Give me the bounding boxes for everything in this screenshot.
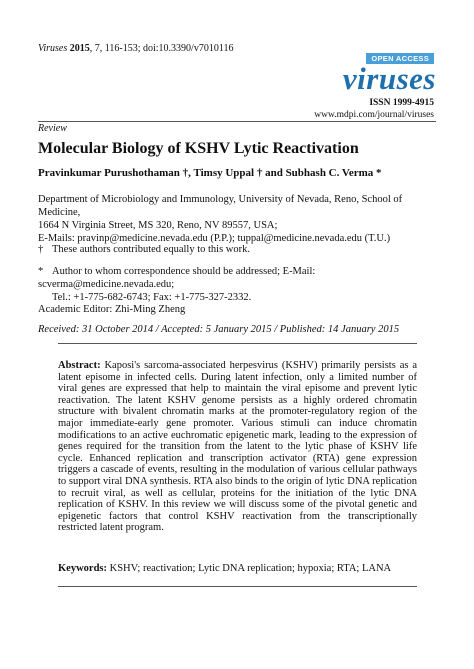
- footnote-mark: †: [38, 244, 44, 255]
- citation-year: 2015: [69, 43, 90, 54]
- abstract-text: Kaposi's sarcoma-associated herpesvirus (KSHV) primarily persists as a latent episome in infected cells. During latent infection, only a limited number of viral genes are expressed that help to maintain the viral episome and prevent lytic reactivation. The latent KSHV genome persists as a highly ordered chromatin structure with bivalent chromatin marks at the promoter-regulatory region of the major immediate-early gene promoter. Various stimuli can induce chromatin modifications to an active euchromatic epigenetic mark, leading to the expression of genes required for the transition from the latent to the lytic phase of KSHV life cycle. Enhanced replication and transcription activator (RTA) gene expression triggers a cascade of events, resulting in the modulation of various cellular pathways to support viral DNA synthesis. RTA also binds to the origin of lytic DNA replication to recruit viral, as well as cellular, proteins for the initiation of the lytic DNA replication of KSHV. In this review we will discuss some of the pivotal genetic and epigenetic factors that control KSHV reactivation from the transcriptionally restricted latent program.: [58, 360, 417, 534]
- author-list: Pravinkumar Purushothaman †, Timsy Uppal † and Subhash C. Verma *: [38, 167, 382, 179]
- article-type: Review: [38, 123, 67, 134]
- affiliation-line: Department of Microbiology and Immunology, University of Nevada, Reno, School of Medicine,: [38, 194, 403, 218]
- citation-details: , 7, 116-153; doi:10.3390/v7010116: [89, 43, 234, 54]
- citation-line: [38, 43, 233, 54]
- footnote-text[interactable]: Author to whom correspondence should be addressed; E-Mail: scverma@medicine.nevada.edu;: [38, 266, 316, 290]
- footnote-text: Tel.: +1-775-682-6743; Fax: +1-775-327-2332.: [52, 292, 252, 303]
- journal-name: Viruses: [38, 43, 68, 54]
- header-divider: [38, 121, 436, 122]
- open-access-badge: OPEN ACCESS: [366, 53, 434, 64]
- footnote-mark: *: [38, 266, 44, 277]
- abstract-label: Abstract:: [58, 360, 101, 371]
- affiliation-emails[interactable]: E-Mails: pravinp@medicine.nevada.edu (P.P.); tuppal@medicine.nevada.edu (T.U.): [38, 233, 391, 244]
- keywords-label: Keywords:: [58, 563, 107, 574]
- abstract: [58, 360, 417, 534]
- abstract-bottom-rule: [58, 586, 417, 587]
- keywords: [58, 563, 417, 574]
- abstract-top-rule: [58, 343, 417, 344]
- footnote-correspondence: [38, 265, 436, 304]
- keywords-text: KSHV; reactivation; Lytic DNA replication; hypoxia; RTA; LANA: [109, 563, 392, 574]
- affiliation-line: 1664 N Virginia Street, MS 320, Reno, NV 89557, USA;: [38, 220, 278, 231]
- affiliation: [38, 193, 436, 245]
- publication-dates: Received: 31 October 2014 / Accepted: 5 January 2015 / Published: 14 January 2015: [38, 324, 400, 335]
- journal-logo: viruses: [342, 61, 436, 96]
- issn: ISSN 1999-4915: [369, 98, 434, 108]
- footnote-text: These authors contributed equally to this work.: [52, 244, 250, 255]
- footnote-equal-contribution: [38, 243, 436, 256]
- journal-url[interactable]: www.mdpi.com/journal/viruses: [314, 110, 434, 120]
- academic-editor: Academic Editor: Zhi-Ming Zheng: [38, 304, 186, 315]
- article-title: Molecular Biology of KSHV Lytic Reactivation: [38, 140, 359, 157]
